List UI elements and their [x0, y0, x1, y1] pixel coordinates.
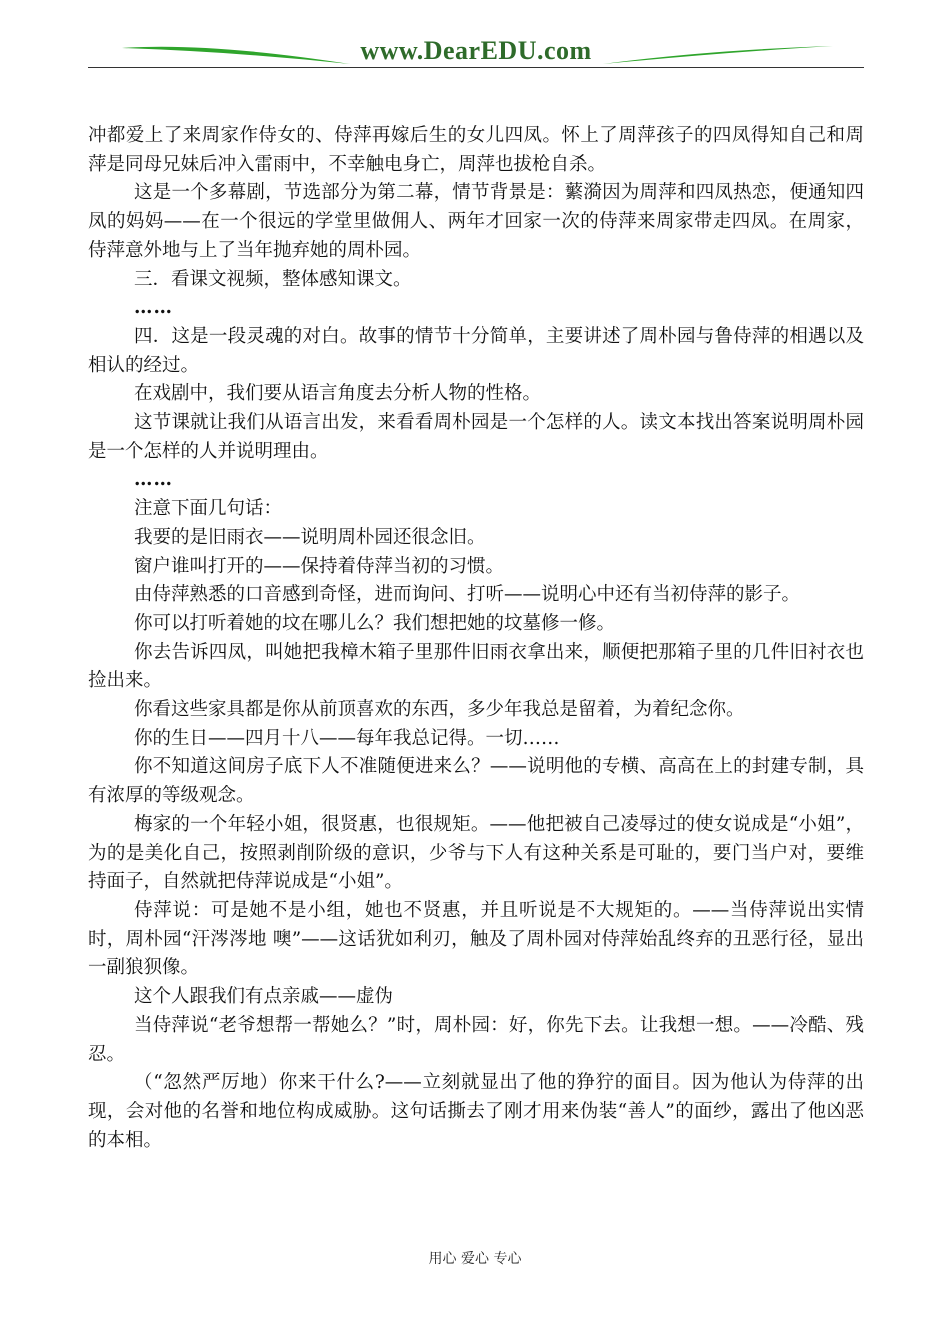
paragraph: 这是一个多幕剧，节选部分为第二幕，情节背景是：蘩漪因为周萍和四凤热恋，便通知四凤的妈妈——在一个很远的学堂里做佣人、两年才回家一次的侍萍来周家带走四凤。在周家，侍萍意外地与上了当年抛弃她的周朴园。 — [88, 182, 864, 261]
page-footer: 用心 爱心 专心 — [428, 1251, 522, 1267]
paragraph: 梅家的一个年轻小姐，很贤惠，也很规矩。——他把被自己凌辱过的使女说成是“小姐”，为的是美化自己，按照剥削阶级的意识，少爷与下人有这种关系是可耻的，要门当户对，要维持面子，自然就把侍萍说成是“小姐”。 — [88, 813, 864, 893]
paragraph: 你可以打听着她的坟在哪儿么？我们想把她的坟墓修一修。 — [134, 612, 616, 634]
site-url: www.DearEDU.com — [360, 36, 592, 65]
paragraph: （“忽然严厉地）你来干什么?——立刻就显出了他的狰狞的面目。因为他认为侍萍的出现，会对他的名誉和地位构成威胁。这句话撕去了刚才用来伪装“善人”的面纱，露出了他凶恶的本相。 — [88, 1072, 864, 1151]
paragraph: 由侍萍熟悉的口音感到奇怪，进而询问、打听——说明心中还有当初侍萍的影子。 — [134, 584, 801, 606]
paragraph: 侍萍说：可是她不是小组，她也不贤惠，并且听说是不大规矩的。——当侍萍说出实情时，周朴园“汗涔涔地 噢”——这话犹如利刃，触及了周朴园对侍萍始乱终弃的丑恶行径，显出一副狼狈像。 — [88, 899, 864, 979]
paragraph: 冲都爱上了来周家作侍女的、侍萍再嫁后生的女儿四凤。怀上了周萍孩子的四凤得知自己和周萍是同母兄妹后冲入雷雨中，不幸触电身亡，周萍也拔枪自杀。 — [88, 125, 864, 175]
header-divider — [88, 67, 864, 68]
paragraph: 四．这是一段灵魂的对白。故事的情节十分简单，主要讲述了周朴园与鲁侍萍的相遇以及相认的经过。 — [88, 325, 864, 376]
ellipsis-paragraph: …… — [134, 469, 173, 491]
paragraph: 在戏剧中，我们要从语言角度去分析人物的性格。 — [134, 383, 542, 405]
paragraph: 我要的是旧雨衣——说明周朴园还很念旧。 — [134, 526, 486, 548]
paragraph: 这节课就让我们从语言出发，来看看周朴园是一个怎样的人。读文本找出答案说明周朴园是一个怎样的人并说明理由。 — [88, 412, 864, 462]
paragraph: 当侍萍说“老爷想帮一帮她么？”时，周朴园：好，你先下去。让我想一想。——冷酷、残忍。 — [88, 1014, 864, 1065]
paragraph: 这个人跟我们有点亲戚——虚伪 — [134, 986, 394, 1008]
paragraph: 注意下面几句话： — [134, 498, 283, 520]
paragraph: 三．看课文视频，整体感知课文。 — [134, 268, 412, 290]
paragraph: 你看这些家具都是你从前顶喜欢的东西，多少年我总是留着，为着纪念你。 — [134, 699, 745, 721]
paragraph: 你的生日——四月十八——每年我总记得。一切…… — [134, 727, 560, 749]
paragraph: 窗户谁叫打开的——保持着侍萍当初的习惯。 — [134, 555, 505, 577]
paragraph: 你去告诉四凤，叫她把我樟木箱子里那件旧雨衣拿出来，顺便把那箱子里的几件旧衬衣也捡出来。 — [88, 641, 864, 692]
document-body — [88, 122, 864, 1155]
header-banner — [88, 36, 864, 70]
ellipsis-paragraph: …… — [134, 297, 173, 319]
paragraph: 你不知道这间房子底下人不准随便进来么？——说明他的专横、高高在上的封建专制，具有浓厚的等级观念。 — [88, 756, 864, 807]
